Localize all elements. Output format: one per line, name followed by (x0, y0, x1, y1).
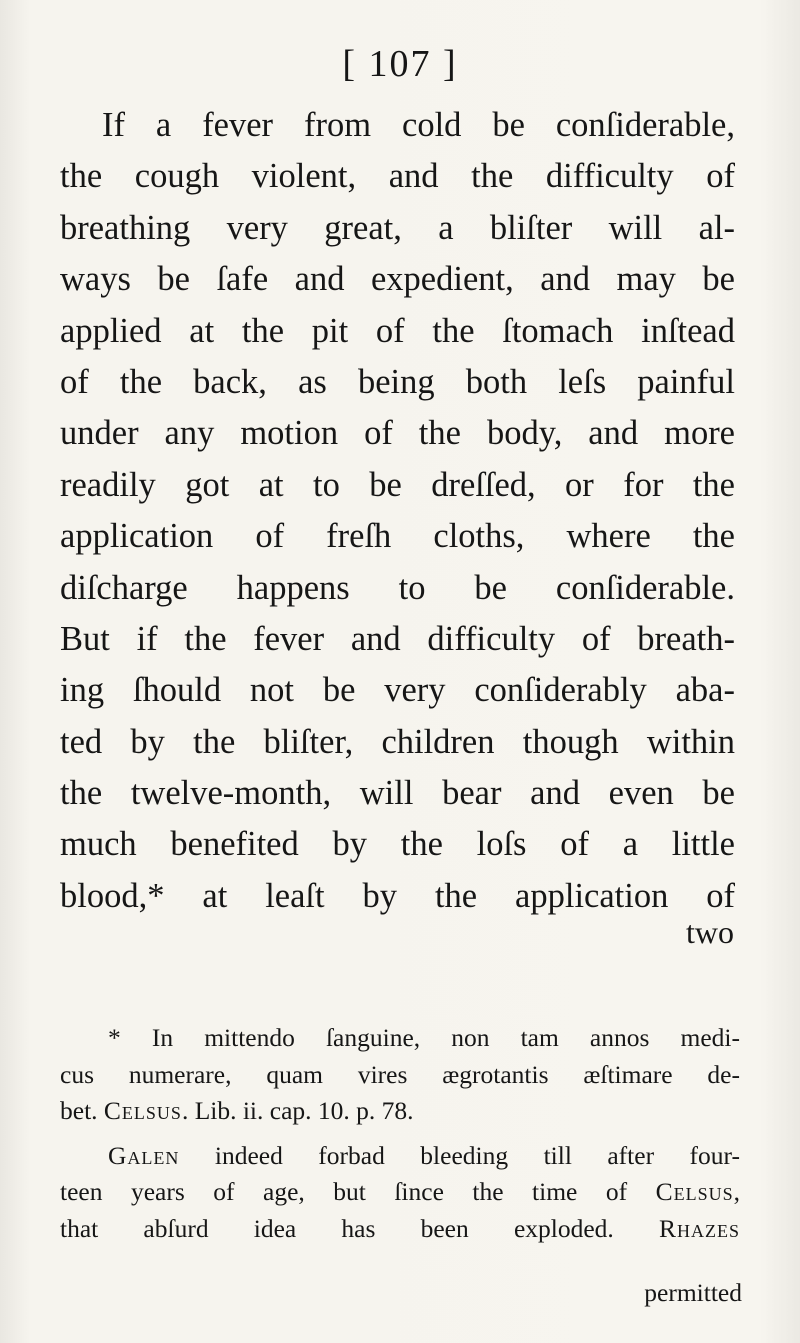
footnote-text: , (733, 1177, 740, 1206)
page-number: [ 107 ] (342, 43, 458, 85)
author-name: Galen (108, 1140, 180, 1170)
footnote-line: cus numerare, quam vires ægrotantis æſtimare de- (60, 1059, 740, 1089)
text-line: under any motion of the body, and more (60, 414, 735, 453)
text-line: ted by the bliſter, children though within (60, 722, 735, 761)
text-line: But if the fever and difficulty of breath- (60, 619, 735, 658)
author-name: Celsus (655, 1177, 734, 1206)
footnote-line: * In mittendo ſanguine, non tam annos medi- (108, 1023, 740, 1052)
text-line: readily got at to be dreſſed, or for the (60, 465, 735, 504)
text-line: breathing very great, a bliſter will al- (60, 208, 735, 247)
text-line: ways be ſafe and expedient, and may be (60, 260, 735, 299)
footnote-text: . Lib. ii. cap. 10. p. 78. (181, 1096, 414, 1125)
footnote-line (60, 1174, 740, 1211)
text-line: much benefited by the loſs of a little (60, 825, 735, 864)
footnote-catchword: permitted (644, 1278, 742, 1307)
text-line: applied at the pit of the ſtomach inſtead (60, 311, 735, 350)
text-line: the cough violent, and the difficulty of (60, 157, 735, 196)
text-line: application of freſh cloths, where the (60, 517, 735, 556)
footnote-line (60, 1211, 740, 1248)
footnote-text: teen years of age, but ſince the time of (60, 1177, 656, 1206)
author-name: Celsus (103, 1096, 182, 1125)
footnote-line (60, 1138, 740, 1175)
text-line: the twelve-month, will bear and even be (60, 774, 735, 813)
main-text-block (60, 100, 735, 922)
footnote-text: indeed forbad bleeding till after four- (179, 1140, 740, 1170)
footnotes-block (60, 1020, 740, 1247)
text-line: ing ſhould not be very conſiderably aba- (60, 671, 735, 710)
footnote-text: that abſurd idea has been exploded. (60, 1213, 659, 1243)
author-name: Rhazes (658, 1213, 740, 1243)
text-line: If a fever from cold be conſiderable, (102, 106, 735, 144)
text-line: blood,* at leaſt by the application of (60, 876, 735, 915)
catchword: two (686, 914, 734, 950)
footnote-line (60, 1093, 740, 1130)
text-line: of the back, as being both leſs painful (60, 362, 735, 401)
footnote-text: bet. (60, 1096, 104, 1125)
text-line: diſcharge happens to be conſiderable. (60, 568, 735, 607)
